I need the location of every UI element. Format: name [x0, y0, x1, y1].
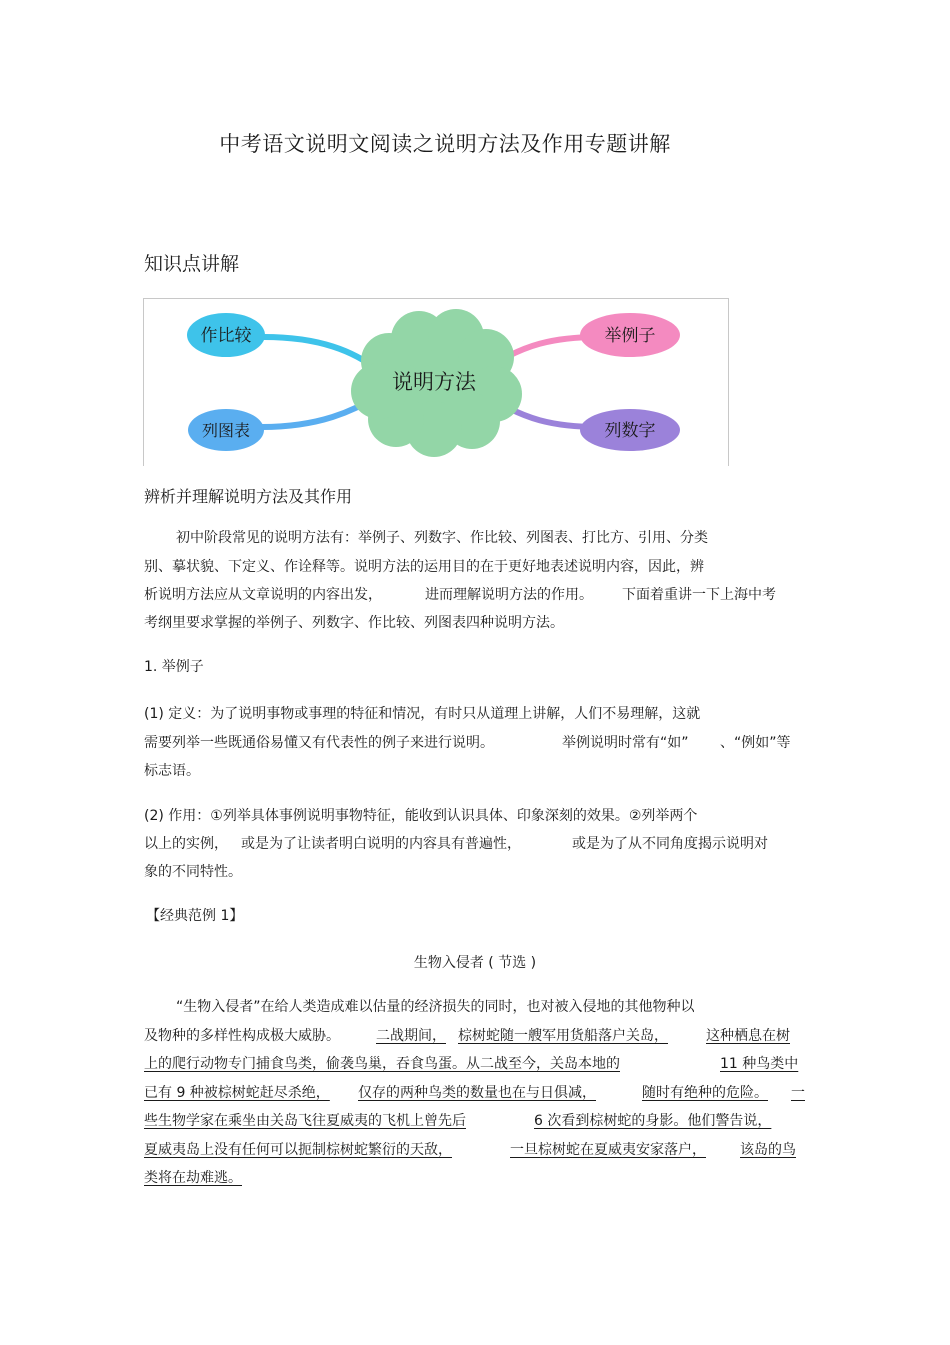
example-line-6c: 该岛的鸟	[740, 1142, 796, 1158]
example-label: 【经典范例 1】	[146, 908, 244, 924]
section-heading: 知识点讲解	[144, 253, 240, 275]
example-line-3a: 上的爬行动物专门捕食鸟类，偷袭鸟巢，吞食鸟蛋。从二战至今，关岛本地的	[144, 1056, 620, 1072]
example-line-6a: 夏威夷岛上没有任何可以扼制棕树蛇繁衍的天敌，	[144, 1142, 452, 1158]
example-line-7: 类将在劫难逃。	[144, 1170, 242, 1186]
node-label-top-right: 举例子	[604, 326, 656, 346]
example-line-2a: 及物种的多样性构成极大威胁。	[144, 1028, 340, 1044]
method-heading: 1. 举例子	[144, 659, 204, 675]
example-line-3b: 11 种鸟类中	[720, 1056, 799, 1072]
function-line-2c: 或是为了从不同角度揭示说明对	[572, 836, 768, 852]
subheading: 辨析并理解说明方法及其作用	[144, 487, 353, 506]
function-line-2b: 或是为了让读者明白说明的内容具有普遍性，	[241, 836, 521, 852]
example-line-2c: 棕树蛇随一艘军用货船落户关岛，	[458, 1028, 668, 1044]
example-line-4a: 已有 9 种被棕树蛇赶尽杀绝，	[144, 1085, 330, 1101]
example-line-2b: 二战期间，	[376, 1028, 446, 1044]
example-title: 生物入侵者 ( 节选 )	[413, 955, 537, 971]
intro-line-3c: 下面着重讲一下上海中考	[622, 587, 776, 603]
node-label-bottom-right: 列数字	[604, 421, 656, 441]
definition-line-1: (1) 定义：为了说明事物或事理的特征和情况，有时只从道理上讲解，人们不易理解，这就	[144, 706, 701, 722]
function-line-1: (2) 作用：①列举具体事例说明事物特征，能收到认识具体、印象深刻的效果。②列举两个	[144, 808, 698, 824]
definition-line-3: 标志语。	[144, 763, 200, 779]
node-label-top-left: 作比较	[200, 326, 252, 346]
definition-line-2b: 举例说明时常有“如”	[562, 735, 689, 751]
example-line-2d: 这种栖息在树	[706, 1028, 790, 1044]
intro-line-3a: 析说明方法应从文章说明的内容出发，	[144, 587, 382, 603]
center-label: 说明方法	[392, 370, 476, 394]
function-line-3: 象的不同特性。	[144, 864, 242, 880]
intro-line-4: 考纲里要求掌握的举例子、列数字、作比较、列图表四种说明方法。	[144, 615, 564, 631]
example-line-6b: 一旦棕树蛇在夏威夷安家落户，	[510, 1142, 706, 1158]
example-line-1: “生物入侵者”在给人类造成难以估量的经济损失的同时，也对被入侵地的其他物种以	[176, 999, 695, 1015]
example-line-5a: 些生物学家在乘坐由关岛飞往夏威夷的飞机上曾先后	[144, 1113, 466, 1129]
intro-line-1: 初中阶段常见的说明方法有：举例子、列数字、作比较、列图表、打比方、引用、分类	[176, 530, 708, 546]
methods-diagram	[143, 298, 729, 466]
intro-line-3b: 进而理解说明方法的作用。	[425, 587, 593, 603]
example-line-5b: 6 次看到棕树蛇的身影。他们警告说，	[534, 1113, 772, 1129]
example-line-4d: 一	[791, 1085, 805, 1101]
definition-line-2a: 需要列举一些既通俗易懂又有代表性的例子来进行说明。	[144, 735, 494, 751]
function-line-2a: 以上的实例，	[144, 836, 228, 852]
example-line-4b: 仅存的两种鸟类的数量也在与日俱减，	[358, 1085, 596, 1101]
diagram-canvas	[144, 299, 728, 466]
definition-line-2c: 、“例如”等	[720, 735, 791, 751]
node-label-bottom-left: 列图表	[201, 421, 251, 440]
intro-line-2: 别、摹状貌、下定义、作诠释等。说明方法的运用目的在于更好地表述说明内容，因此，辨	[144, 559, 704, 575]
page-title: 中考语文说明文阅读之说明方法及作用专题讲解	[219, 132, 671, 156]
example-line-4c: 随时有绝种的危险。	[642, 1085, 768, 1101]
